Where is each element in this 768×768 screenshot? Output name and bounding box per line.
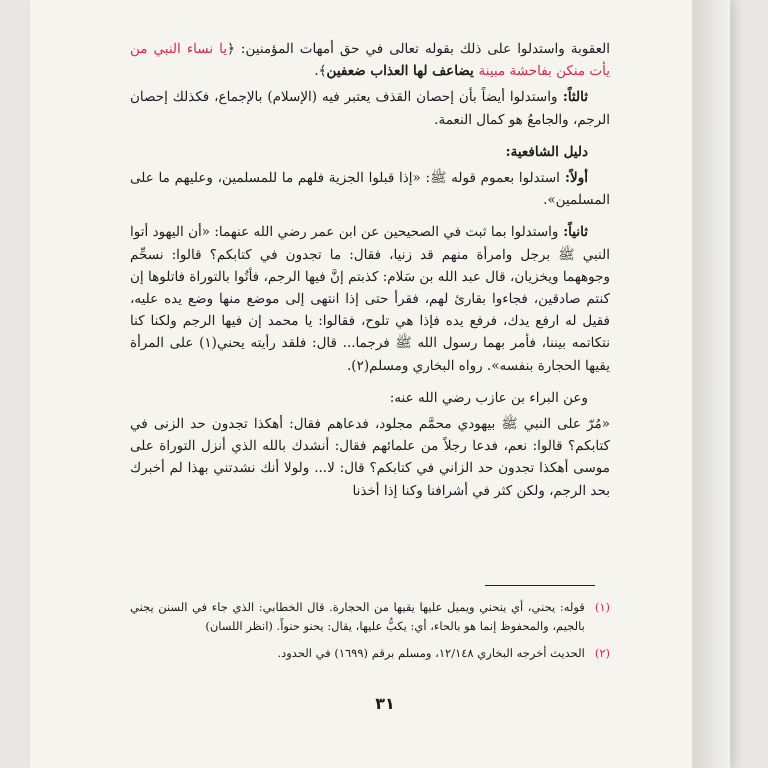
footnote-divider xyxy=(485,585,595,586)
footnote xyxy=(130,644,610,663)
footnote-number: (٢) xyxy=(594,646,610,660)
point-label: أولاً: xyxy=(559,170,588,187)
paragraph-second xyxy=(130,221,610,376)
footnote-text: الحديث أخرجه البخاري ١٢/١٤٨، ومسلم برقم (١٦٩٩) في الحدود. xyxy=(277,646,585,660)
quran-verse-red: يا نساء النبي من يأت منكن بفاحشة مبينة xyxy=(130,41,610,80)
page-number: ٣١ xyxy=(375,694,395,713)
paragraph-hadith: «مُرّ على النبي ﷺ بيهودي محمَّم مجلود، فدعاهم فقال: أهكذا تجدون حد الزنى في كتابكم؟ قالوا: نعم، فدعا رجلاً من علمائهم فقال: أنشدك بالله الذي أنزل التوراة على موسى أهكذا تجدون حد الزاني في كتابكم؟ قال: لا... ولولا أنك نشدتني بهذا لم أخبرك بحد الرجم، ولكن كثر في أشرافنا وكنا إذا أخذنا xyxy=(130,416,610,499)
paragraph-text: استدلوا بعموم قوله ﷺ: «إذا قبلوا الجزية فلهم ما للمسلمين، وعليهم ما على المسلمين». xyxy=(130,170,610,209)
verse-close: ﴾. xyxy=(314,63,327,80)
paragraph-bara: وعن البراء بن عازب رضي الله عنه: xyxy=(389,389,588,406)
point-label: ثانياً: xyxy=(558,224,588,241)
paragraph-verse xyxy=(130,38,610,82)
footnote-number: (١) xyxy=(594,600,610,614)
paragraph-text: واستدلوا أيضاً بأن إحصان القذف يعتبر فيه (الإسلام) بالإجماع، فكذلك إحصان الرجم، والجامعُ هو كمال النعمة. xyxy=(130,89,610,128)
footnotes xyxy=(130,598,610,671)
paragraph-first xyxy=(130,167,610,211)
quran-verse-bold: يضاعف لها العذاب ضعفين xyxy=(326,63,479,80)
main-text xyxy=(130,38,610,502)
page-edge-shadow xyxy=(692,0,730,768)
footnote xyxy=(130,598,610,636)
point-label: ثالثاً: xyxy=(557,89,588,106)
paragraph-lead: العقوبة واستدلوا على ذلك بقوله تعالى في حق أمهات المؤمنين: ﴿ xyxy=(226,41,611,57)
section-heading: دليل الشافعية: xyxy=(505,143,588,160)
paragraph-third xyxy=(130,86,610,130)
book-page xyxy=(30,0,730,768)
paragraph-text: واستدلوا بما ثبت في الصحيحين عن ابن عمر رضي الله عنهما: «أن اليهود أتوا النبي ﷺ برجل وامرأة منهم قد زنيا، فقال: ما تجدون في كتابكم؟ قالوا: نسحِّم وجوههما ويخزيان، قال عبد الله بن سَلام: كذبتم إنَّ فيها الرجم، فأتُوا بالتوراة فاتلوها إن كنتم صادقين، فجاءوا بقارئ لهم، فقرأ حتى إذا انتهى إلى موضع منها وضع يده عليه، فقيل له ارفع يدك، فرفع يده فإذا هي تلوح، فقالوا: يا محمد إن فيها الرجم ولكنا كنا نتكاتمه بيننا، فأمر بهما رسول الله ﷺ فرجما... قال: فلقد رأيته يحني(١) على المرأة يقيها الحجارة بنفسه». رواه البخاري ومسلم(٢). xyxy=(130,224,610,374)
footnote-text: قوله: يحني، أي ينحني ويميل عليها يقيها من الحجارة. قال الخطابي: الذي جاء في السنن يجني بالجيم، والمحفوظ إنما هو بالحاء، أي: يكبُّ عليها، يقال: يحنو حنواً. (انظر اللسان) xyxy=(130,600,585,633)
